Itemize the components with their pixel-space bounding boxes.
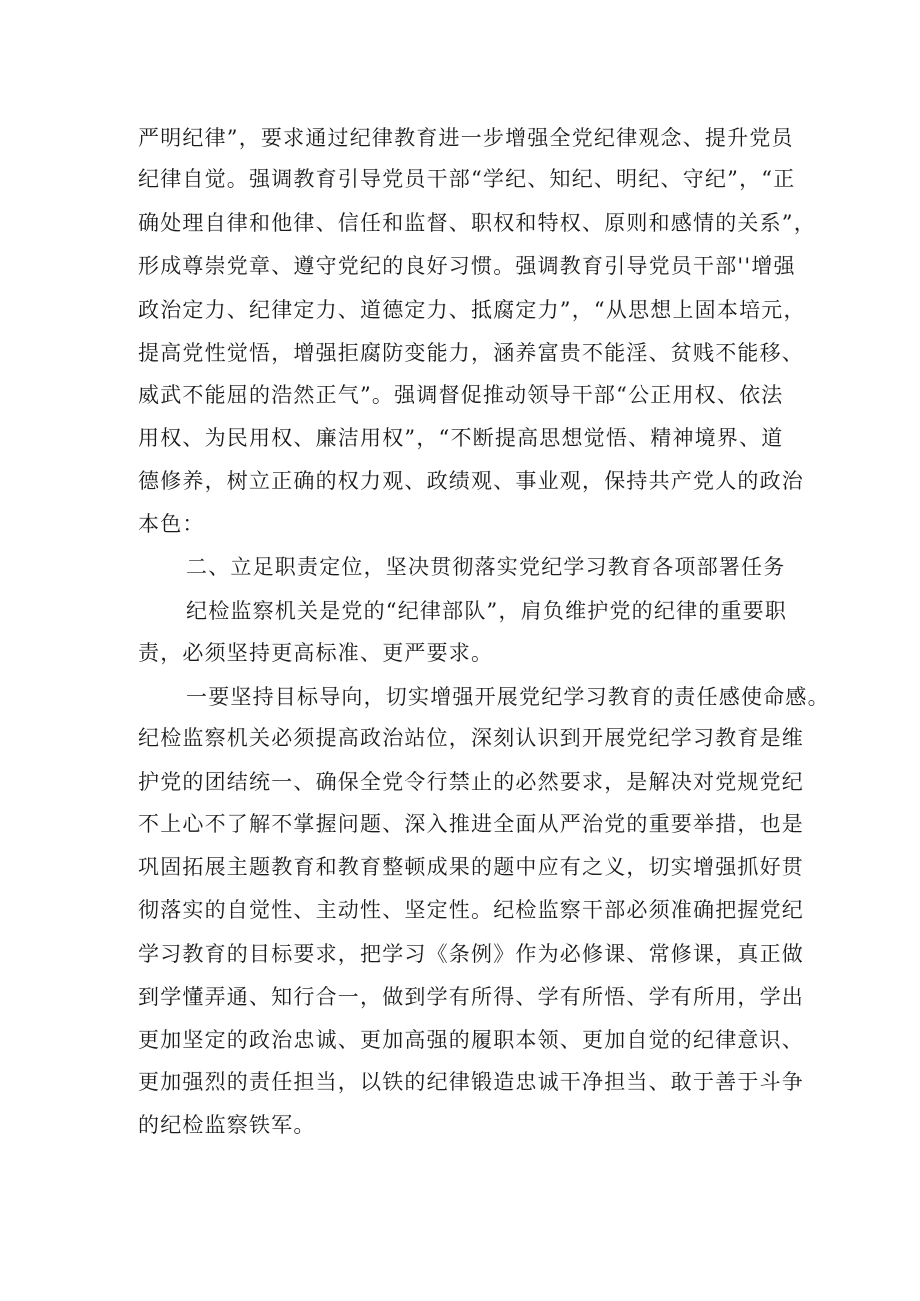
text-line: 纪律自觉。强调教育引导党员干部“学纪、知纪、明纪、守纪”，“正: [138, 167, 796, 191]
text-line: 确处理自律和他律、信任和监督、职权和特权、原则和感情的关系”，: [138, 211, 816, 235]
text-line: 更加坚定的政治忠诚、更加高强的履职本领、更加自觉的纪律意识、: [138, 1028, 804, 1052]
text-line: 彻落实的自觉性、主动性、坚定性。纪检监察干部必须准确把握党纪: [138, 898, 804, 922]
text-line: 纪检监察机关是党的“纪律部队”，肩负维护党的纪律的重要职: [186, 599, 788, 623]
text-line: 学习教育的目标要求，把学习《条例》作为必修课、常修课，真正做: [138, 942, 804, 966]
text-line: 到学懂弄通、知行合一，做到学有所得、学有所悟、学有所用，学出: [138, 985, 804, 1009]
text-line: 纪检监察机关必须提高政治站位，深刻认识到开展党纪学习教育是维: [138, 726, 804, 750]
text-line: 不上心不了解不掌握问题、深入推进全面从严治党的重要举措，也是: [138, 812, 804, 836]
text-line: 严明纪律”，要求通过纪律教育进一步增强全党纪律观念、提升党员: [138, 126, 794, 150]
text-line: 政治定力、纪律定力、道德定力、抵腐定力”，“从思想上固本培元，: [138, 298, 806, 322]
text-line: 用权、为民用权、廉洁用权”，“不断提高思想觉悟、精神境界、道: [138, 426, 784, 450]
text-line: 更加强烈的责任担当，以铁的纪律锻造忠诚干净担当、敢于善于斗争: [138, 1070, 804, 1094]
text-line: 一要坚持目标导向，切实增强开展党纪学习教育的责任感使命感。: [186, 685, 830, 709]
text-line: 威武不能屈的浩然正气”。强调督促推动领导干部“公正用权、依法: [138, 383, 784, 407]
text-line: 护党的团结统一、确保全党令行禁止的必然要求，是解决对党规党纪: [138, 770, 804, 794]
text-line: 责，必须坚持更高标准、更严要求。: [138, 641, 494, 665]
text-line: 形成尊崇党章、遵守党纪的良好习惯。强调教育引导党员干部''增强: [138, 254, 796, 278]
text-line: 德修养，树立正确的权力观、政绩观、事业观，保持共产党人的政治: [138, 469, 804, 493]
text-line: 巩固拓展主题教育和教育整顿成果的题中应有之义，切实增强抓好贯: [138, 855, 804, 879]
text-line: 本色：: [138, 512, 205, 536]
text-line: 的纪检监察铁军。: [138, 1113, 316, 1137]
section-heading: 二、立足职责定位，坚决贯彻落实党纪学习教育各项部署任务: [186, 555, 786, 579]
text-line: 提高党性觉悟，增强拒腐防变能力，涵养富贵不能淫、贫贱不能移、: [138, 341, 804, 365]
